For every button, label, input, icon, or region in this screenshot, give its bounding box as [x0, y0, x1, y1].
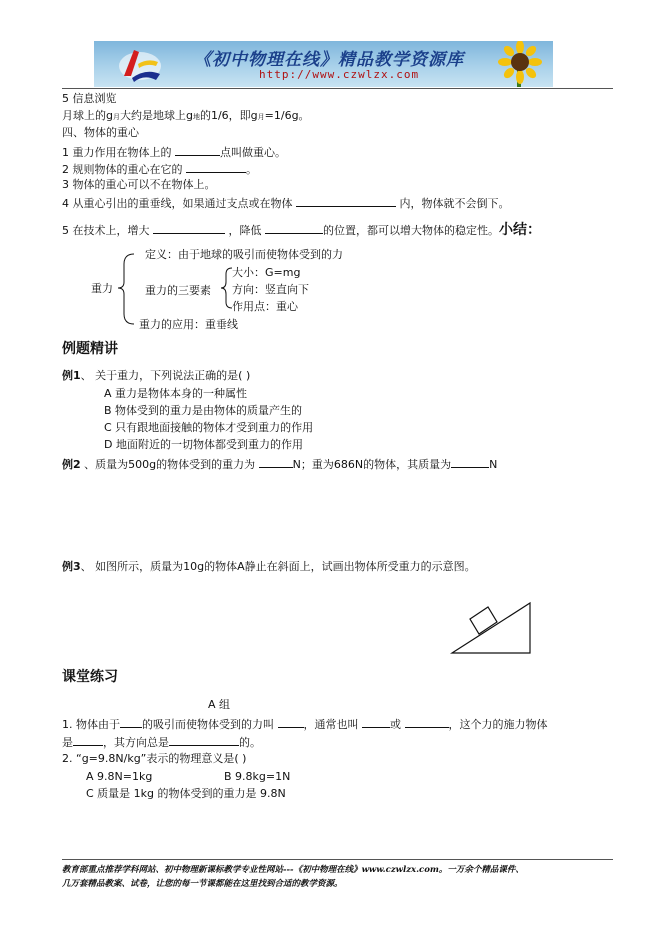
tree-size: 大小：G=mg: [232, 266, 301, 279]
footer-line-2: 几万套精品教案、试卷，让您的每一节课都能在这里找到合适的教学资源。: [62, 879, 343, 889]
blank-field[interactable]: [175, 144, 220, 156]
practice-heading: 课堂练习: [62, 669, 118, 685]
tree-point: 作用点：重心: [232, 300, 298, 313]
question-2: 2 规则物体的重心在它的 。: [62, 163, 257, 176]
blank-field[interactable]: [362, 716, 390, 728]
blank-field[interactable]: [451, 456, 489, 468]
summary-label: 小结：: [499, 222, 541, 238]
example-1-option-d[interactable]: D 地面附近的一切物体都受到重力的作用: [104, 438, 303, 451]
example-1-option-c[interactable]: C 只有跟地面接触的物体才受到重力的作用: [104, 421, 314, 434]
logo-icon: [116, 44, 164, 84]
section-heading-center-of-gravity: 四、物体的重心: [62, 126, 139, 139]
example-2: 例2 、质量为500g的物体受到的重力为 N；重为686N的物体，其质量为 N: [62, 458, 498, 471]
info-line: 月球上的g月大约是地球上g地的1/6，即g月=1/6g。: [62, 109, 310, 122]
example-1-option-a[interactable]: A 重力是物体本身的一种属性: [104, 387, 248, 400]
sunflower-icon: [491, 41, 549, 87]
tree-direction: 方向：竖直向下: [232, 283, 309, 296]
practice-question-2-option-a[interactable]: A 9.8N=1kg: [86, 770, 153, 783]
blank-field[interactable]: [73, 734, 103, 746]
blank-field[interactable]: [186, 161, 246, 173]
practice-question-2-option-b[interactable]: B 9.8kg=1N: [224, 770, 291, 783]
group-label: A 组: [208, 698, 231, 711]
header-banner: [94, 41, 553, 87]
question-5: 5 在技术上，增大 ，降低 的位置，都可以增大物体的稳定性。小结：: [62, 222, 541, 238]
tree-definition: 定义：由于地球的吸引而使物体受到的力: [145, 248, 343, 261]
blank-field[interactable]: [265, 222, 323, 234]
practice-question-1: 1. 物体由于 的吸引而使物体受到的力叫 ，通常也叫 或 ，这个力的施力物体: [62, 718, 548, 731]
question-1: 1 重力作用在物体上的 点叫做重心。: [62, 146, 286, 159]
example-1: 例1、 关于重力，下列说法正确的是( ): [62, 369, 251, 382]
example-1-option-b[interactable]: B 物体受到的重力是由物体的质量产生的: [104, 404, 303, 417]
footer-line-1: 教育部重点推荐学科网站、初中物理新课标教学专业性网站---《初中物理在线》www.czwlzx.com。一万余个精品课件、: [62, 865, 524, 875]
incline-diagram: [450, 597, 534, 657]
practice-question-1-cont: 是 ，其方向总是 的。: [62, 736, 261, 749]
blank-field[interactable]: [169, 734, 239, 746]
question-3: 3 物体的重心可以不在物体上。: [62, 178, 216, 191]
practice-question-2: 2. “g=9.8N/kg”表示的物理意义是( ): [62, 752, 247, 765]
blank-field[interactable]: [405, 716, 449, 728]
examples-heading: 例题精讲: [62, 341, 118, 357]
block-a: [470, 607, 497, 634]
practice-question-2-option-c[interactable]: C 质量是 1kg 的物体受到的重力是 9.8N: [86, 787, 286, 800]
tree-three-elements: 重力的三要素: [145, 284, 211, 297]
example-3: 例3、 如图所示，质量为10g的物体A静止在斜面上，试画出物体所受重力的示意图。: [62, 560, 476, 573]
blank-field[interactable]: [296, 195, 396, 207]
blank-field[interactable]: [153, 222, 225, 234]
incline-triangle: [452, 603, 530, 653]
tree-root: 重力: [91, 282, 113, 295]
header-title: 《初中物理在线》精品教学资源库: [194, 50, 464, 70]
info-heading: 5 信息浏览: [62, 92, 117, 105]
blank-field[interactable]: [278, 716, 304, 728]
question-4: 4 从重心引出的重垂线，如果通过支点或在物体 内，物体就不会倒下。: [62, 197, 510, 210]
footer-divider: [62, 859, 613, 860]
blank-field[interactable]: [120, 716, 142, 728]
tree-application: 重力的应用：重垂线: [139, 318, 238, 331]
blank-field[interactable]: [259, 456, 293, 468]
header-divider: [62, 88, 613, 89]
header-url[interactable]: http://www.czwlzx.com: [259, 68, 420, 81]
